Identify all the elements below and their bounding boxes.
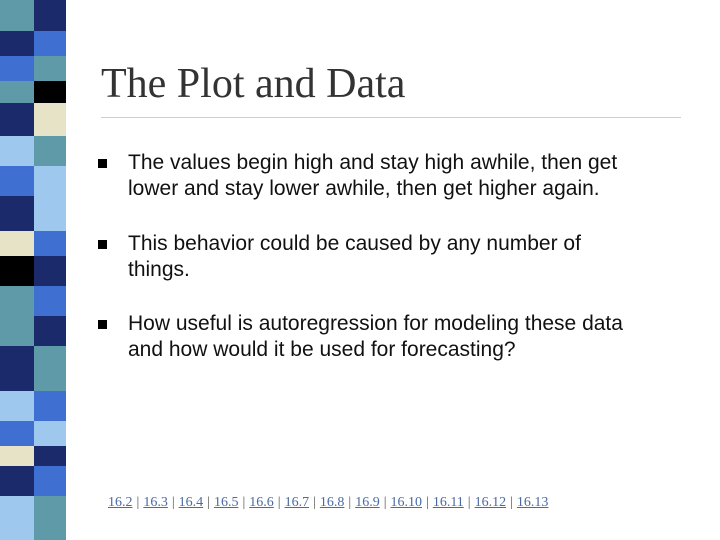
nav-separator: |: [510, 495, 513, 510]
bullet-text: How useful is autoregression for modeling these data and how would it be used for forecasting?: [128, 312, 623, 361]
decorative-block: [34, 166, 66, 196]
decorative-block: [0, 391, 34, 421]
nav-link-16-11[interactable]: 16.11: [432, 495, 464, 510]
decorative-block: [34, 81, 66, 103]
decorative-block: [0, 0, 34, 31]
decorative-block: [34, 136, 66, 166]
bullet-text: The values begin high and stay high awhile, then get lower and stay lower awhile, then get higher again.: [128, 151, 618, 200]
nav-separator: |: [277, 495, 281, 510]
nav-separator: |: [207, 495, 210, 510]
decorative-block: [34, 256, 66, 286]
nav-link-16-10[interactable]: 16.10: [390, 495, 422, 510]
nav-separator: |: [467, 495, 471, 510]
nav-link-16-9[interactable]: 16.9: [355, 495, 380, 510]
nav-link-16-2[interactable]: 16.2: [108, 495, 133, 510]
decorative-block: [34, 346, 66, 391]
title-divider: [101, 117, 681, 118]
slide-navigation-links: [108, 494, 698, 512]
decorative-block: [34, 421, 66, 446]
decorative-block: [0, 196, 34, 231]
decorative-block: [34, 466, 66, 496]
decorative-block: [34, 103, 66, 136]
decorative-block: [0, 496, 34, 540]
decorative-block: [0, 421, 34, 446]
decorative-block: [0, 466, 34, 496]
nav-separator: |: [383, 495, 387, 510]
decorative-block: [0, 316, 34, 346]
decorative-block: [0, 166, 34, 196]
decorative-block: [0, 56, 34, 81]
decorative-block: [0, 256, 34, 286]
nav-link-16-3[interactable]: 16.3: [143, 495, 168, 510]
square-bullet-icon: [98, 240, 107, 249]
nav-link-16-4[interactable]: 16.4: [178, 495, 204, 510]
decorative-block: [0, 81, 34, 103]
nav-link-16-13[interactable]: 16.13: [516, 495, 549, 510]
decorative-block: [0, 446, 34, 466]
bullet-text: This behavior could be caused by any number of things.: [128, 232, 581, 281]
slide-title: The Plot and Data: [101, 61, 406, 107]
decorative-block: [0, 103, 34, 136]
decorative-block: [34, 31, 66, 56]
decorative-block: [34, 286, 66, 316]
decorative-block: [0, 31, 34, 56]
decorative-block: [34, 231, 66, 256]
decorative-block: [34, 496, 66, 540]
nav-separator: |: [313, 495, 316, 510]
decorative-block: [0, 286, 34, 316]
nav-separator: |: [136, 495, 140, 510]
decorative-block: [34, 56, 66, 81]
nav-separator: |: [348, 495, 352, 510]
decorative-color-strip: [0, 0, 72, 540]
decorative-block: [0, 346, 34, 391]
square-bullet-icon: [98, 159, 107, 168]
decorative-block: [0, 231, 34, 256]
nav-link-16-8[interactable]: 16.8: [319, 495, 345, 510]
nav-link-16-5[interactable]: 16.5: [213, 495, 239, 510]
decorative-block: [34, 446, 66, 466]
decorative-block: [0, 136, 34, 166]
nav-separator: |: [171, 495, 175, 510]
square-bullet-icon: [98, 320, 107, 329]
nav-separator: |: [426, 495, 429, 510]
nav-link-16-6[interactable]: 16.6: [249, 495, 274, 510]
decorative-block: [34, 196, 66, 231]
decorative-block: [34, 0, 66, 31]
decorative-block: [34, 391, 66, 421]
nav-link-16-7[interactable]: 16.7: [284, 495, 310, 510]
decorative-block: [34, 316, 66, 346]
nav-separator: |: [242, 495, 246, 510]
nav-link-16-12[interactable]: 16.12: [474, 495, 507, 510]
